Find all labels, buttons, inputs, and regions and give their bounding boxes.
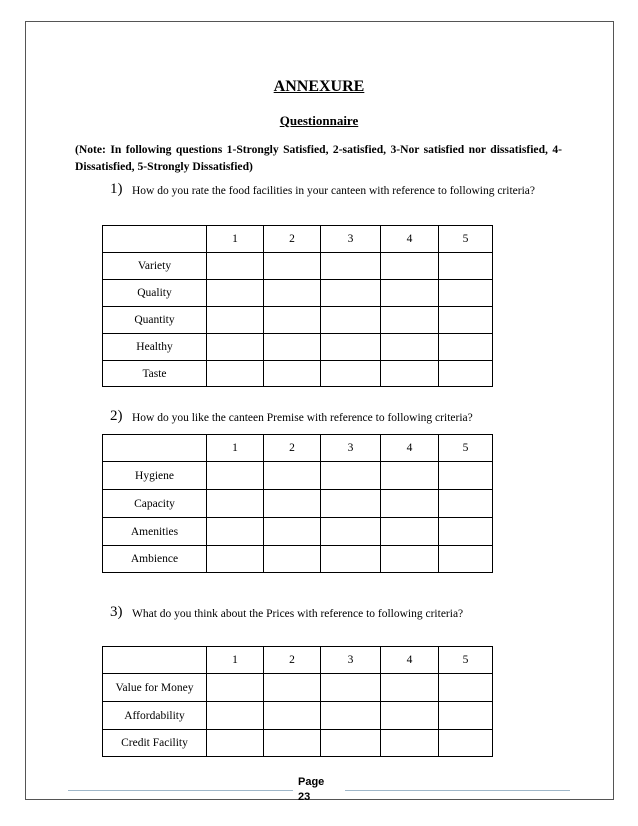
rating-cell-2[interactable] bbox=[263, 729, 320, 757]
rating-cell-5[interactable] bbox=[438, 673, 493, 701]
scale-cell: 4 bbox=[380, 646, 438, 673]
rating-cell-4[interactable] bbox=[380, 545, 438, 573]
rating-cell-1[interactable] bbox=[206, 701, 263, 729]
rating-cell-3[interactable] bbox=[320, 517, 380, 545]
scale-cell: 4 bbox=[380, 434, 438, 461]
table-row bbox=[102, 701, 493, 729]
rating-cell-3[interactable] bbox=[320, 306, 380, 333]
rating-cell-2[interactable] bbox=[263, 545, 320, 573]
criteria-header-cell bbox=[102, 225, 206, 252]
question-text: How do you rate the food facilities in your canteen with reference to following criteria? bbox=[132, 185, 535, 197]
criteria-cell: Healthy bbox=[102, 333, 206, 360]
scale-cell: 5 bbox=[438, 646, 493, 673]
rating-cell-1[interactable] bbox=[206, 517, 263, 545]
rating-cell-2[interactable] bbox=[263, 333, 320, 360]
scale-cell: 3 bbox=[320, 434, 380, 461]
rating-cell-4[interactable] bbox=[380, 252, 438, 279]
rating-cell-5[interactable] bbox=[438, 489, 493, 517]
question-number: 2) bbox=[110, 408, 123, 424]
rating-cell-1[interactable] bbox=[206, 279, 263, 306]
rating-cell-1[interactable] bbox=[206, 461, 263, 489]
rating-cell-4[interactable] bbox=[380, 729, 438, 757]
rating-cell-3[interactable] bbox=[320, 673, 380, 701]
criteria-cell: Taste bbox=[102, 360, 206, 387]
rating-cell-5[interactable] bbox=[438, 252, 493, 279]
scale-cell: 3 bbox=[320, 646, 380, 673]
criteria-cell: Quality bbox=[102, 279, 206, 306]
rating-cell-3[interactable] bbox=[320, 252, 380, 279]
rating-cell-4[interactable] bbox=[380, 489, 438, 517]
criteria-cell: Ambience bbox=[102, 545, 206, 573]
table-row bbox=[102, 673, 493, 701]
table-row bbox=[102, 517, 493, 545]
criteria-cell: Credit Facility bbox=[102, 729, 206, 757]
rating-cell-2[interactable] bbox=[263, 517, 320, 545]
table-row bbox=[102, 729, 493, 757]
rating-cell-2[interactable] bbox=[263, 489, 320, 517]
scale-cell: 2 bbox=[263, 646, 320, 673]
rating-cell-3[interactable] bbox=[320, 360, 380, 387]
table-header-row bbox=[102, 225, 493, 252]
criteria-cell: Quantity bbox=[102, 306, 206, 333]
rating-cell-4[interactable] bbox=[380, 517, 438, 545]
rating-cell-3[interactable] bbox=[320, 461, 380, 489]
rating-note: (Note: In following questions 1-Strongly Satisfied, 2-satisfied, 3-Nor satisfied nor dissatisfied, 4-Dissatisfied, 5-Strongly Dissatisfied) bbox=[75, 143, 562, 173]
rating-cell-5[interactable] bbox=[438, 545, 493, 573]
rating-cell-1[interactable] bbox=[206, 306, 263, 333]
page-number: 23 bbox=[298, 791, 311, 803]
annexure-heading: ANNEXURE bbox=[273, 78, 365, 95]
rating-cell-4[interactable] bbox=[380, 701, 438, 729]
rating-cell-5[interactable] bbox=[438, 517, 493, 545]
question-number: 1) bbox=[110, 181, 123, 197]
questionnaire-subheading: Questionnaire bbox=[279, 113, 359, 128]
criteria-header-cell bbox=[102, 646, 206, 673]
rating-cell-2[interactable] bbox=[263, 279, 320, 306]
table-row bbox=[102, 306, 493, 333]
scale-cell: 1 bbox=[206, 225, 263, 252]
rating-cell-4[interactable] bbox=[380, 279, 438, 306]
table-header-row bbox=[102, 434, 493, 461]
rating-cell-1[interactable] bbox=[206, 489, 263, 517]
rating-cell-1[interactable] bbox=[206, 729, 263, 757]
rating-cell-1[interactable] bbox=[206, 252, 263, 279]
rating-cell-5[interactable] bbox=[438, 461, 493, 489]
question-number: 3) bbox=[110, 604, 123, 620]
scale-cell: 2 bbox=[263, 225, 320, 252]
table-row bbox=[102, 252, 493, 279]
rating-cell-4[interactable] bbox=[380, 673, 438, 701]
criteria-cell: Capacity bbox=[102, 489, 206, 517]
scale-cell: 5 bbox=[438, 434, 493, 461]
rating-cell-2[interactable] bbox=[263, 701, 320, 729]
page-label: Page bbox=[298, 776, 325, 788]
rating-cell-3[interactable] bbox=[320, 489, 380, 517]
rating-cell-4[interactable] bbox=[380, 461, 438, 489]
rating-cell-5[interactable] bbox=[438, 701, 493, 729]
rating-cell-3[interactable] bbox=[320, 729, 380, 757]
criteria-cell: Affordability bbox=[102, 701, 206, 729]
scale-cell: 4 bbox=[380, 225, 438, 252]
rating-cell-4[interactable] bbox=[380, 360, 438, 387]
rating-table-premise bbox=[102, 434, 493, 573]
rating-cell-5[interactable] bbox=[438, 279, 493, 306]
question-1 bbox=[110, 183, 562, 200]
table-row bbox=[102, 489, 493, 517]
rating-cell-2[interactable] bbox=[263, 306, 320, 333]
rating-cell-5[interactable] bbox=[438, 729, 493, 757]
criteria-cell: Variety bbox=[102, 252, 206, 279]
scale-cell: 3 bbox=[320, 225, 380, 252]
table-row bbox=[102, 461, 493, 489]
question-text: How do you like the canteen Premise with reference to following criteria? bbox=[132, 412, 473, 424]
rating-cell-3[interactable] bbox=[320, 545, 380, 573]
rating-cell-5[interactable] bbox=[438, 333, 493, 360]
rating-cell-5[interactable] bbox=[438, 360, 493, 387]
page-number-footer bbox=[298, 775, 324, 805]
table-row bbox=[102, 545, 493, 573]
table-header-row bbox=[102, 646, 493, 673]
rating-cell-4[interactable] bbox=[380, 333, 438, 360]
rating-cell-1[interactable] bbox=[206, 360, 263, 387]
criteria-header-cell bbox=[102, 434, 206, 461]
rating-cell-3[interactable] bbox=[320, 279, 380, 306]
rating-cell-5[interactable] bbox=[438, 306, 493, 333]
rating-cell-3[interactable] bbox=[320, 701, 380, 729]
rating-cell-2[interactable] bbox=[263, 360, 320, 387]
rating-cell-1[interactable] bbox=[206, 673, 263, 701]
rating-cell-2[interactable] bbox=[263, 673, 320, 701]
table-row bbox=[102, 333, 493, 360]
rating-cell-3[interactable] bbox=[320, 333, 380, 360]
footer-rule-left bbox=[68, 790, 293, 791]
footer-rule-right bbox=[345, 790, 570, 791]
scale-cell: 1 bbox=[206, 434, 263, 461]
question-3 bbox=[110, 606, 562, 623]
criteria-cell: Amenities bbox=[102, 517, 206, 545]
scale-cell: 1 bbox=[206, 646, 263, 673]
rating-cell-4[interactable] bbox=[380, 306, 438, 333]
scale-cell: 2 bbox=[263, 434, 320, 461]
question-text: What do you think about the Prices with reference to following criteria? bbox=[132, 608, 464, 620]
rating-cell-2[interactable] bbox=[263, 461, 320, 489]
scale-cell: 5 bbox=[438, 225, 493, 252]
criteria-cell: Hygiene bbox=[102, 461, 206, 489]
table-row bbox=[102, 360, 493, 387]
criteria-cell: Value for Money bbox=[102, 673, 206, 701]
rating-table-prices bbox=[102, 646, 493, 757]
rating-cell-2[interactable] bbox=[263, 252, 320, 279]
question-2 bbox=[110, 410, 562, 427]
rating-cell-1[interactable] bbox=[206, 545, 263, 573]
rating-table-food bbox=[102, 225, 493, 387]
rating-cell-1[interactable] bbox=[206, 333, 263, 360]
table-row bbox=[102, 279, 493, 306]
